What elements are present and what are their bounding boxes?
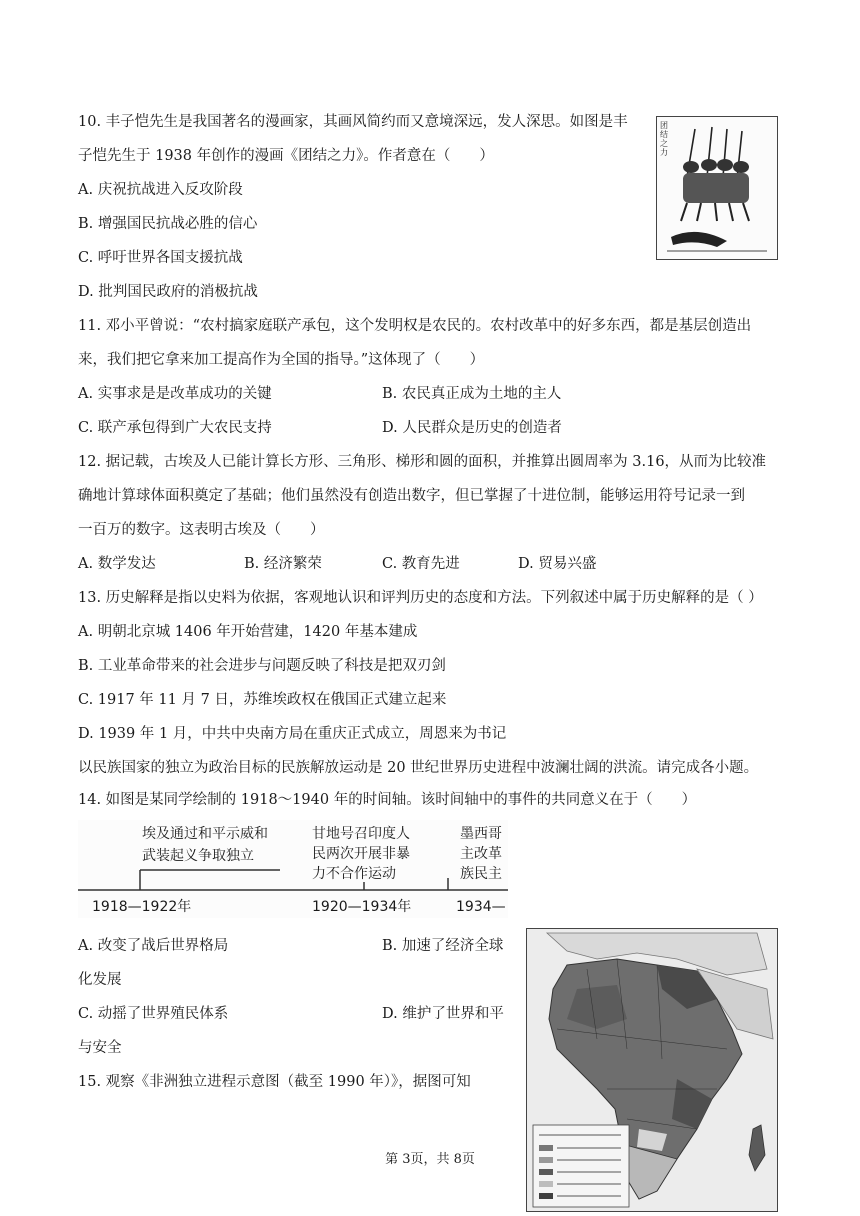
timeline-period-mexico: 1934— [456,899,506,915]
timeline-event-mexico-line3: 族民主 [460,866,502,882]
q12-stem-line3: 一百万的数字。这表明古埃及（ ） [78,522,325,538]
q11-option-b: B. 农民真正成为土地的主人 [382,386,562,402]
q14-option-a: A. 改变了战后世界格局 [78,938,229,954]
q14-option-d: D. 维护了世界和平 [382,1006,504,1022]
cartoon-drawing-icon [657,117,777,259]
q11-option-d: D. 人民群众是历史的创造者 [382,420,562,436]
q10-option-d: D. 批判国民政府的消极抗战 [78,284,258,300]
q15-stem: 15. 观察《非洲独立进程示意图（截至 1990 年）》，据图可知 [78,1074,471,1090]
q13-option-c: C. 1917 年 11 月 7 日，苏维埃政权在俄国正式建立起来 [78,692,447,708]
timeline-figure [78,820,508,918]
q10-option-b: B. 增强国民抗战必胜的信心 [78,216,258,232]
timeline-period-india: 1920—1934年 [312,899,412,915]
q12-stem-line1: 12. 据记载，古埃及人已能计算长方形、三角形、梯形和圆的面积，并推算出圆周率为 3.16，从而为比较准 [78,454,767,470]
section-intro: 以民族国家的独立为政治目标的民族解放运动是 20 世纪世界历史进程中波澜壮阔的洪流。请完成各小题。 [78,760,759,776]
timeline-event-india-line2: 民两次开展非暴 [312,846,410,862]
q10-stem-line1: 10. 丰子恺先生是我国著名的漫画家，其画风简约而又意境深远，发人深思。如图是丰 [78,114,628,130]
q14-option-d-continued: 与安全 [78,1040,122,1056]
q12-option-c: C. 教育先进 [382,556,460,572]
q13-stem: 13. 历史解释是指以史料为依据，客观地认识和评判历史的态度和方法。下列叙述中属于历史解释的是（ ） [78,590,763,606]
q11-stem-line2: 来，我们把它拿来加工提高作为全国的指导。”这体现了（ ） [78,352,485,368]
q12-option-d: D. 贸易兴盛 [518,556,597,572]
q12-option-b: B. 经济繁荣 [244,556,322,572]
q10-option-a: A. 庆祝抗战进入反攻阶段 [78,182,243,198]
africa-independence-map [526,928,778,1212]
cartoon-caption: 团结之力 [660,121,668,157]
q11-stem-line1: 11. 邓小平曾说：“农村搞家庭联产承包，这个发明权是农民的。农村改革中的好多东西，都是基层创造出 [78,318,752,334]
q10-stem-line2: 子恺先生于 1938 年创作的漫画《团结之力》。作者意在（ ） [78,148,494,164]
q11-option-c: C. 联产承包得到广大农民支持 [78,420,272,436]
timeline-event-mexico-line1: 墨西哥 [460,826,502,842]
q12-option-a: A. 数学发达 [78,556,156,572]
unity-cartoon-image [656,116,778,260]
africa-map-icon [527,929,777,1211]
q14-stem: 14. 如图是某同学绘制的 1918～1940 年的时间轴。该时间轴中的事件的共同意义在于（ ） [78,792,697,808]
timeline-event-egypt-line1: 埃及通过和平示威和 [142,826,268,842]
q13-option-a: A. 明朝北京城 1406 年开始营建，1420 年基本建成 [78,624,418,640]
timeline-event-india-line3: 力不合作运动 [312,866,396,882]
timeline-period-egypt: 1918—1922年 [92,899,192,915]
q13-option-b: B. 工业革命带来的社会进步与问题反映了科技是把双刃剑 [78,658,446,674]
timeline-event-india-line1: 甘地号召印度人 [312,826,410,842]
q14-option-b-continued: 化发展 [78,972,122,988]
q14-option-b: B. 加速了经济全球 [382,938,504,954]
q12-stem-line2: 确地计算球体面积奠定了基础；他们虽然没有创造出数字，但已掌握了十进位制，能够运用符号记录一到 [78,488,745,504]
timeline-event-mexico-line2: 主改革 [460,846,502,862]
q13-option-d: D. 1939 年 1 月，中共中央南方局在重庆正式成立，周恩来为书记 [78,726,507,742]
page-number-footer: 第 3页，共 8页 [385,1152,475,1167]
q10-option-c: C. 呼吁世界各国支援抗战 [78,250,243,266]
timeline-event-egypt-line2: 武装起义争取独立 [142,848,254,864]
q11-option-a: A. 实事求是是改革成功的关键 [78,386,272,402]
q14-option-c: C. 动摇了世界殖民体系 [78,1006,229,1022]
